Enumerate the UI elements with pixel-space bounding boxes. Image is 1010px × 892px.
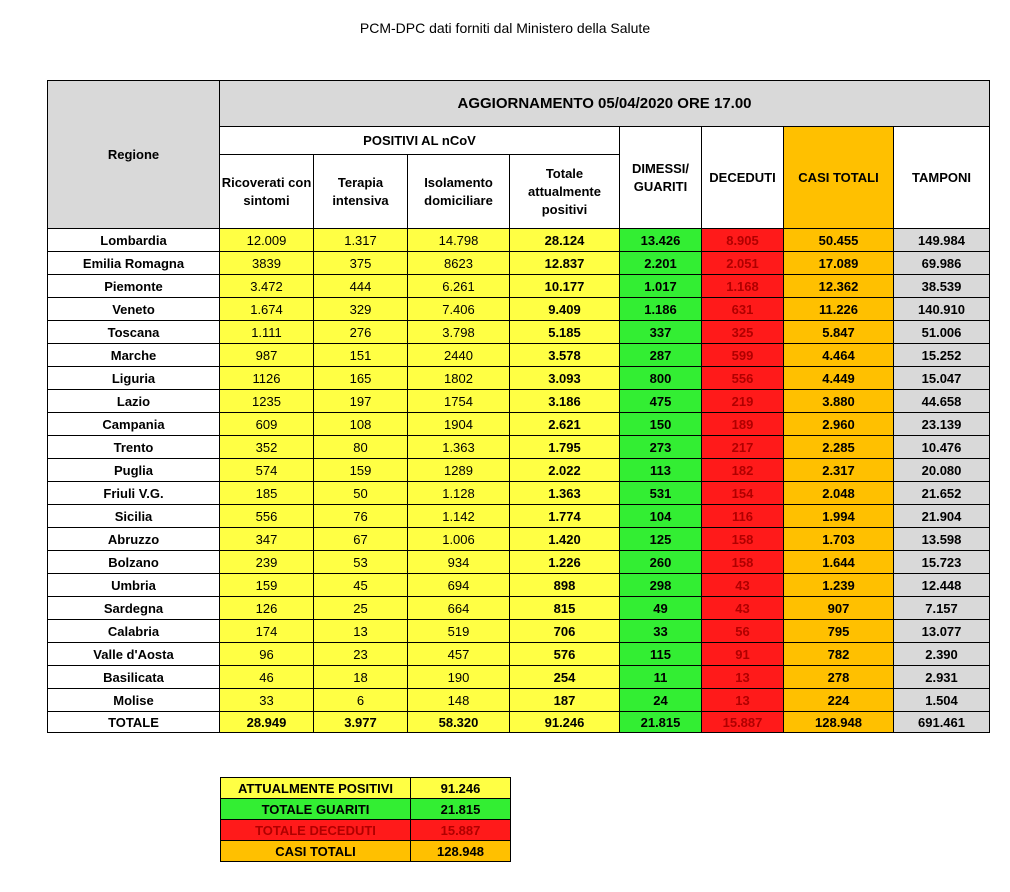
cell-isolamento: 519 <box>408 620 510 643</box>
tamponi-header: TAMPONI <box>894 127 990 229</box>
cell-dimessi: 2.201 <box>620 252 702 275</box>
cell-tamponi: 2.390 <box>894 643 990 666</box>
cell-ricoverati: 33 <box>220 689 314 712</box>
cell-deceduti: 43 <box>702 597 784 620</box>
cell-totale: 815 <box>510 597 620 620</box>
dimessi-header: DIMESSI/ GUARITI <box>620 127 702 229</box>
cell-tamponi: 15.252 <box>894 344 990 367</box>
cell-ricoverati: 12.009 <box>220 229 314 252</box>
cell-deceduti: 325 <box>702 321 784 344</box>
cell-deceduti: 43 <box>702 574 784 597</box>
cell-tamponi: 51.006 <box>894 321 990 344</box>
cell-terapia: 67 <box>314 528 408 551</box>
cell-ricoverati: 3839 <box>220 252 314 275</box>
casi-totali-header: CASI TOTALI <box>784 127 894 229</box>
cell-regione: Abruzzo <box>48 528 220 551</box>
cell-casi: 1.994 <box>784 505 894 528</box>
cell-totale: 12.837 <box>510 252 620 275</box>
cell-deceduti: 1.168 <box>702 275 784 298</box>
cell-terapia: 53 <box>314 551 408 574</box>
positivi-header: POSITIVI AL nCoV <box>220 127 620 155</box>
cell-casi: 128.948 <box>784 712 894 733</box>
cell-dimessi: 260 <box>620 551 702 574</box>
cell-totale: 1.420 <box>510 528 620 551</box>
cell-isolamento: 664 <box>408 597 510 620</box>
table-row <box>48 482 990 505</box>
cell-dimessi: 298 <box>620 574 702 597</box>
cell-totale: 28.124 <box>510 229 620 252</box>
cell-deceduti: 13 <box>702 689 784 712</box>
cell-tamponi: 12.448 <box>894 574 990 597</box>
table-row <box>48 505 990 528</box>
summary-label: TOTALE GUARITI <box>221 799 411 820</box>
totale-positivi-header: Totale attualmente positivi <box>510 155 620 229</box>
cell-regione: Veneto <box>48 298 220 321</box>
cell-totale: 10.177 <box>510 275 620 298</box>
summary-value: 21.815 <box>411 799 511 820</box>
cell-totale: 5.185 <box>510 321 620 344</box>
cell-ricoverati: 3.472 <box>220 275 314 298</box>
cell-dimessi: 1.186 <box>620 298 702 321</box>
cell-totale: 3.578 <box>510 344 620 367</box>
cell-dimessi: 287 <box>620 344 702 367</box>
cell-tamponi: 21.904 <box>894 505 990 528</box>
cell-casi: 224 <box>784 689 894 712</box>
cell-totale: 2.621 <box>510 413 620 436</box>
cell-deceduti: 13 <box>702 666 784 689</box>
cell-tamponi: 1.504 <box>894 689 990 712</box>
cell-isolamento: 1802 <box>408 367 510 390</box>
cell-casi: 1.239 <box>784 574 894 597</box>
cell-totale: 254 <box>510 666 620 689</box>
cell-deceduti: 599 <box>702 344 784 367</box>
cell-totale: 3.186 <box>510 390 620 413</box>
summary-label: TOTALE DECEDUTI <box>221 820 411 841</box>
cell-regione: Lombardia <box>48 229 220 252</box>
cell-casi: 17.089 <box>784 252 894 275</box>
cell-totale: 706 <box>510 620 620 643</box>
cell-tamponi: 23.139 <box>894 413 990 436</box>
cell-isolamento: 3.798 <box>408 321 510 344</box>
update-header: AGGIORNAMENTO 05/04/2020 ORE 17.00 <box>220 81 990 127</box>
cell-dimessi: 21.815 <box>620 712 702 733</box>
cell-regione: Calabria <box>48 620 220 643</box>
cell-casi: 11.226 <box>784 298 894 321</box>
cell-dimessi: 273 <box>620 436 702 459</box>
cell-ricoverati: 347 <box>220 528 314 551</box>
table-row <box>48 275 990 298</box>
cell-regione: Emilia Romagna <box>48 252 220 275</box>
cell-isolamento: 1.142 <box>408 505 510 528</box>
total-row <box>48 712 990 733</box>
cell-isolamento: 2440 <box>408 344 510 367</box>
cell-ricoverati: 1.111 <box>220 321 314 344</box>
table-row <box>48 528 990 551</box>
table-row <box>48 321 990 344</box>
cell-terapia: 151 <box>314 344 408 367</box>
cell-regione: Puglia <box>48 459 220 482</box>
cell-isolamento: 1.363 <box>408 436 510 459</box>
cell-ricoverati: 574 <box>220 459 314 482</box>
cell-isolamento: 190 <box>408 666 510 689</box>
cell-dimessi: 337 <box>620 321 702 344</box>
cell-tamponi: 38.539 <box>894 275 990 298</box>
cell-terapia: 6 <box>314 689 408 712</box>
cell-dimessi: 11 <box>620 666 702 689</box>
table-row <box>48 459 990 482</box>
cell-terapia: 25 <box>314 597 408 620</box>
cell-dimessi: 115 <box>620 643 702 666</box>
summary-label: CASI TOTALI <box>221 841 411 862</box>
cell-regione: Campania <box>48 413 220 436</box>
terapia-header: Terapia intensiva <box>314 155 408 229</box>
summary-value: 15.887 <box>411 820 511 841</box>
table-row <box>48 413 990 436</box>
cell-ricoverati: 609 <box>220 413 314 436</box>
cell-casi: 50.455 <box>784 229 894 252</box>
cell-totale: 3.093 <box>510 367 620 390</box>
cell-totale: 1.226 <box>510 551 620 574</box>
deceduti-header: DECEDUTI <box>702 127 784 229</box>
cell-casi: 4.464 <box>784 344 894 367</box>
cell-deceduti: 158 <box>702 551 784 574</box>
cell-dimessi: 13.426 <box>620 229 702 252</box>
cell-deceduti: 556 <box>702 367 784 390</box>
cell-terapia: 18 <box>314 666 408 689</box>
cell-isolamento: 148 <box>408 689 510 712</box>
summary-value: 128.948 <box>411 841 511 862</box>
cell-deceduti: 154 <box>702 482 784 505</box>
cell-terapia: 159 <box>314 459 408 482</box>
cell-ricoverati: 46 <box>220 666 314 689</box>
table-row <box>48 620 990 643</box>
cell-ricoverati: 126 <box>220 597 314 620</box>
cell-regione: TOTALE <box>48 712 220 733</box>
cell-regione: Friuli V.G. <box>48 482 220 505</box>
cell-deceduti: 8.905 <box>702 229 784 252</box>
cell-terapia: 444 <box>314 275 408 298</box>
cell-casi: 5.847 <box>784 321 894 344</box>
cell-tamponi: 13.598 <box>894 528 990 551</box>
cell-terapia: 197 <box>314 390 408 413</box>
table-row <box>48 666 990 689</box>
cell-ricoverati: 556 <box>220 505 314 528</box>
cell-casi: 2.285 <box>784 436 894 459</box>
summary-row <box>221 778 511 799</box>
cell-casi: 4.449 <box>784 367 894 390</box>
summary-row <box>221 820 511 841</box>
cell-terapia: 80 <box>314 436 408 459</box>
cell-regione: Basilicata <box>48 666 220 689</box>
cell-ricoverati: 987 <box>220 344 314 367</box>
cell-regione: Lazio <box>48 390 220 413</box>
cell-totale: 1.363 <box>510 482 620 505</box>
cell-regione: Valle d'Aosta <box>48 643 220 666</box>
table-row <box>48 252 990 275</box>
cell-deceduti: 91 <box>702 643 784 666</box>
cell-terapia: 165 <box>314 367 408 390</box>
cell-casi: 795 <box>784 620 894 643</box>
summary-row <box>221 841 511 862</box>
ricoverati-header: Ricoverati con sintomi <box>220 155 314 229</box>
cell-terapia: 23 <box>314 643 408 666</box>
cell-dimessi: 150 <box>620 413 702 436</box>
cell-ricoverati: 96 <box>220 643 314 666</box>
table-row <box>48 574 990 597</box>
summary-table <box>220 777 511 862</box>
cell-casi: 12.362 <box>784 275 894 298</box>
cell-isolamento: 1.128 <box>408 482 510 505</box>
cell-ricoverati: 1126 <box>220 367 314 390</box>
cell-dimessi: 531 <box>620 482 702 505</box>
table-row <box>48 689 990 712</box>
cell-regione: Sardegna <box>48 597 220 620</box>
table-row <box>48 597 990 620</box>
cell-casi: 1.644 <box>784 551 894 574</box>
cell-ricoverati: 1.674 <box>220 298 314 321</box>
cell-casi: 907 <box>784 597 894 620</box>
cell-ricoverati: 174 <box>220 620 314 643</box>
cell-dimessi: 125 <box>620 528 702 551</box>
cell-isolamento: 457 <box>408 643 510 666</box>
cell-regione: Marche <box>48 344 220 367</box>
cell-isolamento: 1754 <box>408 390 510 413</box>
summary-row <box>221 799 511 820</box>
cell-regione: Toscana <box>48 321 220 344</box>
cell-terapia: 76 <box>314 505 408 528</box>
cell-casi: 782 <box>784 643 894 666</box>
cell-isolamento: 1.006 <box>408 528 510 551</box>
cell-tamponi: 13.077 <box>894 620 990 643</box>
cell-totale: 2.022 <box>510 459 620 482</box>
table-row <box>48 390 990 413</box>
cell-isolamento: 7.406 <box>408 298 510 321</box>
cell-casi: 1.703 <box>784 528 894 551</box>
cell-terapia: 13 <box>314 620 408 643</box>
cell-casi: 3.880 <box>784 390 894 413</box>
cell-terapia: 329 <box>314 298 408 321</box>
cell-regione: Trento <box>48 436 220 459</box>
cell-regione: Molise <box>48 689 220 712</box>
cell-casi: 2.960 <box>784 413 894 436</box>
cell-tamponi: 21.652 <box>894 482 990 505</box>
cell-regione: Piemonte <box>48 275 220 298</box>
cell-dimessi: 104 <box>620 505 702 528</box>
cell-isolamento: 1289 <box>408 459 510 482</box>
cell-terapia: 3.977 <box>314 712 408 733</box>
cell-isolamento: 934 <box>408 551 510 574</box>
cell-deceduti: 631 <box>702 298 784 321</box>
summary-label: ATTUALMENTE POSITIVI <box>221 778 411 799</box>
cell-dimessi: 24 <box>620 689 702 712</box>
isolamento-header: Isolamento domiciliare <box>408 155 510 229</box>
cell-tamponi: 15.047 <box>894 367 990 390</box>
cell-casi: 2.317 <box>784 459 894 482</box>
cell-isolamento: 6.261 <box>408 275 510 298</box>
cell-regione: Bolzano <box>48 551 220 574</box>
cell-deceduti: 158 <box>702 528 784 551</box>
cell-terapia: 276 <box>314 321 408 344</box>
cell-ricoverati: 1235 <box>220 390 314 413</box>
cell-regione: Liguria <box>48 367 220 390</box>
table-row <box>48 367 990 390</box>
cell-isolamento: 14.798 <box>408 229 510 252</box>
cell-terapia: 108 <box>314 413 408 436</box>
cell-tamponi: 44.658 <box>894 390 990 413</box>
table-row <box>48 436 990 459</box>
cell-dimessi: 49 <box>620 597 702 620</box>
cell-regione: Sicilia <box>48 505 220 528</box>
page-title: PCM-DPC dati forniti dal Ministero della Salute <box>359 20 651 36</box>
cell-ricoverati: 352 <box>220 436 314 459</box>
region-header: Regione <box>48 81 220 229</box>
cell-ricoverati: 185 <box>220 482 314 505</box>
cell-dimessi: 1.017 <box>620 275 702 298</box>
cell-tamponi: 149.984 <box>894 229 990 252</box>
cell-terapia: 50 <box>314 482 408 505</box>
cell-terapia: 45 <box>314 574 408 597</box>
cell-tamponi: 69.986 <box>894 252 990 275</box>
cell-totale: 898 <box>510 574 620 597</box>
cell-terapia: 375 <box>314 252 408 275</box>
cell-totale: 9.409 <box>510 298 620 321</box>
cell-ricoverati: 28.949 <box>220 712 314 733</box>
cell-deceduti: 15.887 <box>702 712 784 733</box>
cell-deceduti: 116 <box>702 505 784 528</box>
cell-tamponi: 20.080 <box>894 459 990 482</box>
cell-isolamento: 8623 <box>408 252 510 275</box>
regional-data-table <box>47 80 990 733</box>
cell-totale: 187 <box>510 689 620 712</box>
cell-totale: 91.246 <box>510 712 620 733</box>
table-row <box>48 551 990 574</box>
cell-dimessi: 33 <box>620 620 702 643</box>
cell-deceduti: 217 <box>702 436 784 459</box>
cell-isolamento: 58.320 <box>408 712 510 733</box>
cell-totale: 576 <box>510 643 620 666</box>
summary-value: 91.246 <box>411 778 511 799</box>
cell-tamponi: 7.157 <box>894 597 990 620</box>
cell-deceduti: 56 <box>702 620 784 643</box>
cell-casi: 2.048 <box>784 482 894 505</box>
cell-tamponi: 2.931 <box>894 666 990 689</box>
cell-isolamento: 694 <box>408 574 510 597</box>
cell-totale: 1.774 <box>510 505 620 528</box>
cell-tamponi: 15.723 <box>894 551 990 574</box>
cell-casi: 278 <box>784 666 894 689</box>
table-row <box>48 344 990 367</box>
table-row <box>48 229 990 252</box>
cell-deceduti: 182 <box>702 459 784 482</box>
cell-tamponi: 140.910 <box>894 298 990 321</box>
table-row <box>48 643 990 666</box>
cell-deceduti: 2.051 <box>702 252 784 275</box>
cell-terapia: 1.317 <box>314 229 408 252</box>
cell-tamponi: 10.476 <box>894 436 990 459</box>
cell-ricoverati: 159 <box>220 574 314 597</box>
cell-isolamento: 1904 <box>408 413 510 436</box>
cell-totale: 1.795 <box>510 436 620 459</box>
cell-dimessi: 475 <box>620 390 702 413</box>
cell-deceduti: 189 <box>702 413 784 436</box>
cell-regione: Umbria <box>48 574 220 597</box>
cell-dimessi: 113 <box>620 459 702 482</box>
cell-deceduti: 219 <box>702 390 784 413</box>
cell-ricoverati: 239 <box>220 551 314 574</box>
cell-dimessi: 800 <box>620 367 702 390</box>
table-row <box>48 298 990 321</box>
cell-tamponi: 691.461 <box>894 712 990 733</box>
